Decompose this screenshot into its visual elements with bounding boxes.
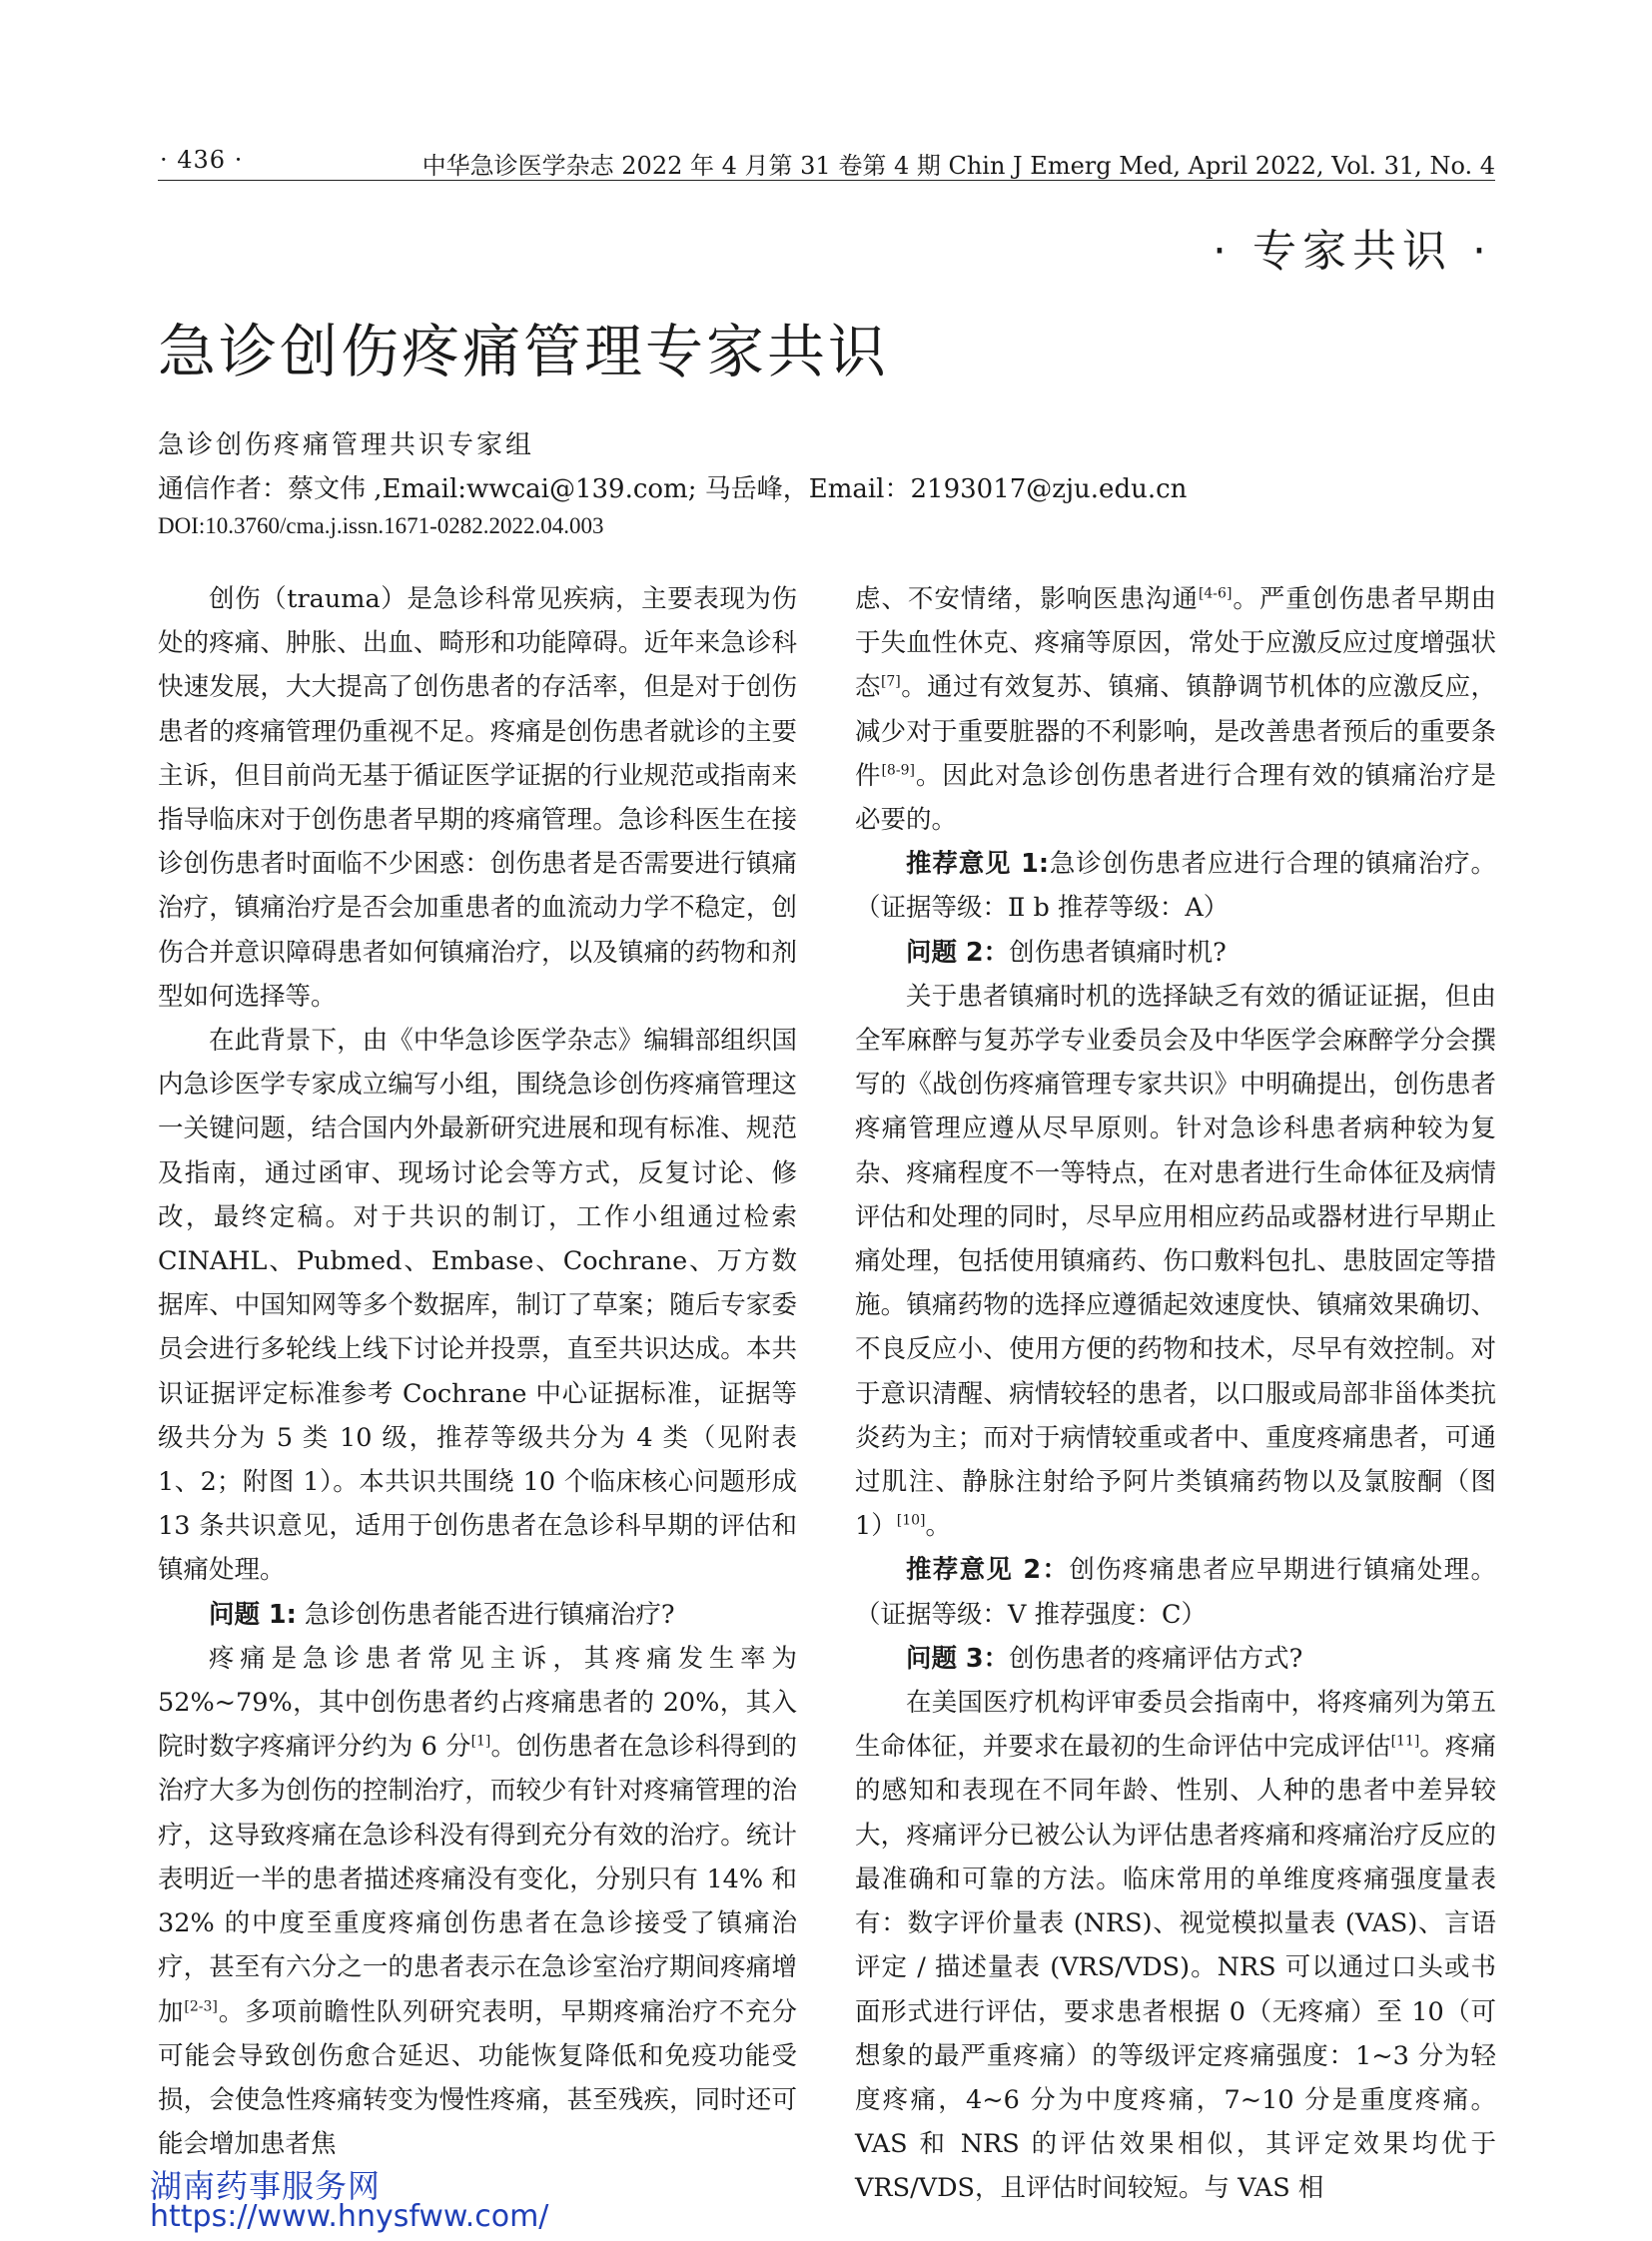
paragraph: 在此背景下，由《中华急诊医学杂志》编辑部组织国内急诊医学专家成立编写小组，围绕急诊创伤疼痛管理这一关键问题，结合国内外最新研究进展和现有标准、规范及指南，通过函审、现场讨论会等方式，反复讨论、修改，最终定稿。对于共识的制订，工作小组通过检索 CINAHL、Pubmed、Embase、Cochrane、万方数据库、中国知网等多个数据库，制订了草案；随后专家委员会进行多轮线上线下讨论并投票，直至共识达成。本共识证据评定标准参考 Cochrane 中心证据标准，证据等级共分为 5 类 10 级，推荐等级共分为 4 类（见附表 1、2；附图 1）。本共识共围绕 10 个临床核心问题形成 13 条共识意见，适用于创伤患者在急诊科早期的评估和镇痛处理。 — [158, 1026, 797, 1586]
column-tag: · 专家共识 · — [1213, 226, 1492, 277]
paragraph-text: 关于患者镇痛时机的选择缺乏有效的循证证据，但由全军麻醉与复苏学专业委员会及中华医学会麻醉学分会撰写的《战创伤疼痛管理专家共识》中明确提出，创伤患者疼痛管理应遵从尽早原则。针对急诊科患者病种较为复杂、疼痛程度不一等特点，在对患者进行生命体征及病情评估和处理的同时，尽早应用相应药品或器材进行早期止痛处理，包括使用镇痛药、伤口敷料包扎、患肢固定等措施。镇痛药物的选择应遵循起效速度快、镇痛效果确切、不良反应小、使用方便的药物和技术，尽早有效控制。对于意识清醒、病情较轻的患者，以口服或局部非甾体类抗炎药为主；而对于病情较重或者中、重度疼痛患者，可通过肌注、静脉注射给予阿片类镇痛药物以及氯胺酮（图 1） — [855, 981, 1496, 1542]
recommendation-text: 创伤疼痛患者应早期进行镇痛处理。（证据等级：V 推荐强度：C） — [855, 1555, 1496, 1630]
citation-ref: [4-6] — [1198, 585, 1233, 602]
paragraph — [855, 1681, 1496, 2210]
left-column — [158, 577, 797, 2166]
right-column — [855, 577, 1496, 2211]
paragraph-text: 。创伤患者在急诊科得到的治疗大多为创伤的控制治疗，而较少有针对疼痛管理的治疗，这导致疼痛在急诊科没有得到充分有效的治疗。统计表明近一半的患者描述疼痛没有变化，分别只有 14% 和 32% 的中度至重度疼痛创伤患者在急诊接受了镇痛治疗，甚至有六分之一的患者表示在急诊室治疗期间疼痛增加 — [158, 1732, 797, 2027]
question-text: 急诊创伤患者能否进行镇痛治疗? — [296, 1599, 675, 1630]
paragraph-text: 。通过有效复苏、镇痛、镇静调节机体的应激反应，减少对于重要脏器的不利影响，是改善患者预后的重要条件 — [855, 672, 1496, 791]
paragraph-text: 。严重创伤患者早期由于失血性休克、疼痛等原因，常处于应激反应过度增强状态 — [855, 584, 1496, 703]
paragraph-text: 在美国医疗机构评审委员会指南中，将疼痛列为第五生命体征，并要求在最初的生命评估中完成评估 — [855, 1688, 1496, 1763]
paragraph — [158, 1637, 797, 2166]
recommendation — [855, 842, 1496, 930]
question-label: 问题 2： — [906, 937, 1010, 968]
paragraph — [855, 577, 1496, 842]
paragraph: 创伤（trauma）是急诊科常见疾病，主要表现为伤处的疼痛、肿胀、出血、畸形和功能障碍。近年来急诊科快速发展，大大提高了创伤患者的存活率，但是对于创伤患者的疼痛管理仍重视不足。疼痛是创伤患者就诊的主要主诉，但目前尚无基于循证医学证据的行业规范或指南来指导临床对于创伤患者早期的疼痛管理。急诊科医生在接诊创伤患者时面临不少困惑：创伤患者是否需要进行镇痛治疗，镇痛治疗是否会加重患者的血流动力学不稳定，创伤合并意识障碍患者如何镇痛治疗，以及镇痛的药物和剂型如何选择等。 — [158, 584, 797, 1012]
recommendation-text: 急诊创伤患者应进行合理的镇痛治疗。（证据等级：Ⅱ b 推荐等级：A） — [855, 849, 1496, 924]
citation-ref: [11] — [1390, 1733, 1420, 1750]
header-rule — [158, 180, 1495, 181]
paragraph — [855, 975, 1496, 1549]
watermark-url-link[interactable]: https://www.hnysfww.com/ — [150, 2199, 549, 2234]
journal-citation: 中华急诊医学杂志 2022 年 4 月第 31 卷第 4 期 Chin J Emerg Med, April 2022, Vol. 31, No. 4 — [421, 152, 1495, 180]
page-number: · 436 · — [160, 146, 244, 174]
question-text: 创伤患者的疼痛评估方式? — [1009, 1643, 1303, 1674]
paragraph-text: 。 — [925, 1511, 951, 1542]
question-heading — [855, 1637, 1496, 1681]
correspondence: 通信作者：蔡文伟 ,Email:wwcai@139.com; 马岳峰，Email：2193017@zju.edu.cn — [158, 474, 1188, 504]
paragraph-text: 。多项前瞻性队列研究表明，早期疼痛治疗不充分可能会导致创伤愈合延迟、功能恢复降低和免疫功能受损，会使急性疼痛转变为慢性疼痛，甚至残疾，同时还可能会增加患者焦 — [158, 1996, 797, 2160]
citation-ref: [8-9] — [881, 762, 915, 779]
citation-ref: [7] — [880, 673, 901, 690]
doi: DOI:10.3760/cma.j.issn.1671-0282.2022.04.003 — [158, 513, 604, 538]
question-label: 问题 3： — [906, 1643, 1010, 1674]
question-heading — [158, 1593, 797, 1637]
paragraph-text: 虑、不安情绪，影响医患沟通 — [855, 584, 1199, 614]
recommendation — [855, 1548, 1496, 1636]
paragraph-text: 。疼痛的感知和表现在不同年龄、性别、人种的患者中差异较大，疼痛评分已被公认为评估患者疼痛和疼痛治疗反应的最准确和可靠的方法。临床常用的单维度疼痛强度量表有：数字评价量表 (NRS)、视觉模拟量表 (VAS)、言语评定 / 描述量表 (VRS/VDS)。NRS 可以通过口头或书面形式进行评估，要求患者根据 0（无疼痛）至 10（可想象的最严重疼痛）的等级评定疼痛强度：1~3 分为轻度疼痛，4~6 分为中度疼痛，7~10 分是重度疼痛。VAS 和 NRS 的评估效果相似，其评定效果均优于 VRS/VDS，且评估时间较短。与 VAS 相 — [855, 1732, 1496, 2204]
citation-ref: [2-3] — [184, 1998, 218, 2014]
citation-ref: [1] — [470, 1733, 491, 1750]
citation-ref: [10] — [896, 1512, 926, 1529]
author-group: 急诊创伤疼痛管理共识专家组 — [158, 430, 535, 460]
watermark-site-name: 湖南药事服务网 — [150, 2167, 382, 2205]
question-heading — [855, 931, 1496, 975]
recommendation-label: 推荐意见 1: — [906, 849, 1050, 880]
question-label: 问题 1: — [209, 1599, 297, 1630]
recommendation-label: 推荐意见 2： — [906, 1555, 1070, 1586]
paragraph-text: 疼痛是急诊患者常见主诉，其疼痛发生率为 52%~79%，其中创伤患者约占疼痛患者的 20%，其入院时数字疼痛评分约为 6 分 — [158, 1643, 797, 1763]
question-text: 创伤患者镇痛时机? — [1009, 937, 1227, 968]
article-title: 急诊创伤疼痛管理专家共识 — [158, 318, 890, 385]
paragraph-text: 。因此对急诊创伤患者进行合理有效的镇痛治疗是必要的。 — [855, 760, 1496, 836]
